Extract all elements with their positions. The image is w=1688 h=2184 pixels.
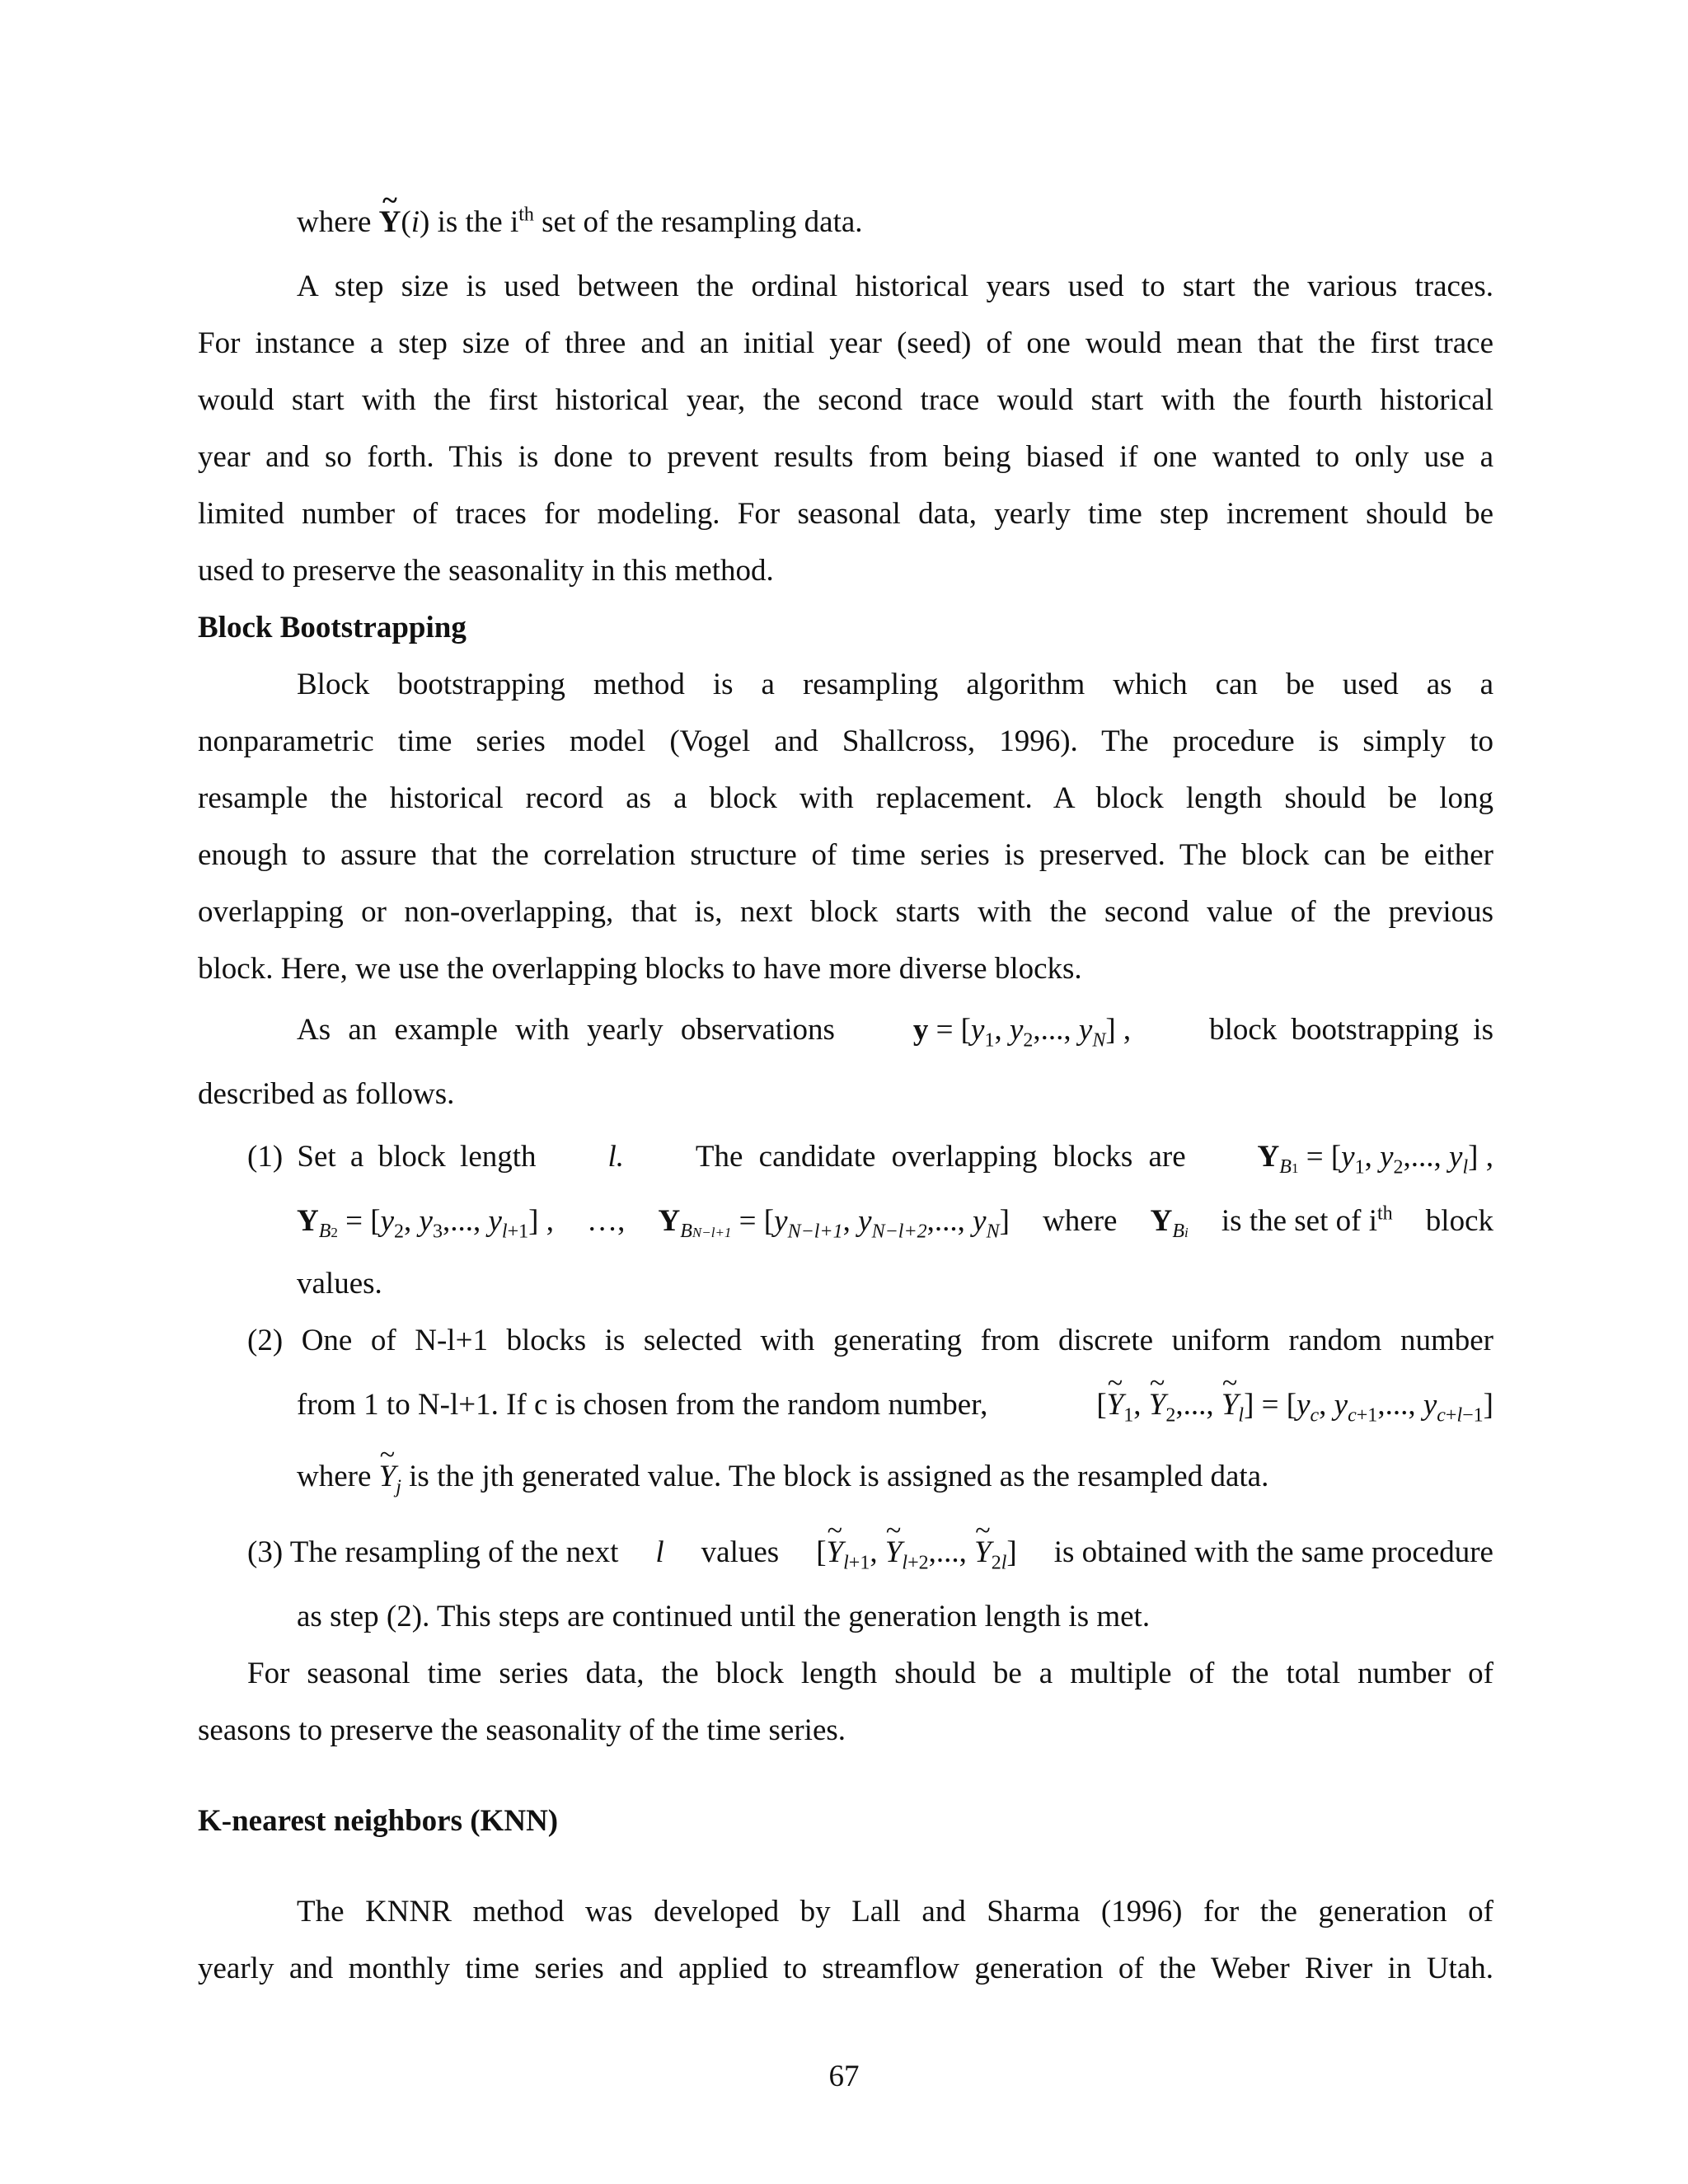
- math-resample-block: [~ $Y_1$, ~ $Y_2$,..., ~ $Y_l] = [y_c$, $y_{c+1}$,..., $y_{c+l-1}$]: [1096, 1387, 1493, 1423]
- math-yj-tilde: ~ Y: [379, 1459, 396, 1495]
- text-span: set of the resampling data.: [533, 205, 863, 239]
- heading-block-bootstrapping: Block Bootstrapping: [198, 611, 467, 644]
- math-yb1: $Y_{B1} = [y_1$, $y_2$,..., $y_l$] ,: [1257, 1140, 1493, 1179]
- step1-line-1: [247, 1139, 1493, 1179]
- para-block-line-3: resample the historical record as a block with replacement. A block length should be long: [198, 781, 1493, 815]
- text-span: block bootstrapping is: [1209, 1013, 1493, 1047]
- para-block-line-1: Block bootstrapping method is a resampling algorithm which can be used as a: [297, 668, 1493, 701]
- para-knn-line-2: yearly and monthly time series and applied to streamflow generation of the Weber River in Utah.: [198, 1952, 1493, 1985]
- text-span: from 1 to N-l+1. If c is chosen from the random number,: [297, 1388, 988, 1422]
- para-knn-line-1: The KNNR method was developed by Lall and Sharma (1996) for the generation of: [297, 1895, 1493, 1929]
- step2-line-1: (2) One of N-l+1 blocks is selected with generating from discrete uniform random number: [247, 1324, 1493, 1357]
- superscript: th: [518, 204, 534, 226]
- heading-knn: K-nearest neighbors (KNN): [198, 1804, 559, 1838]
- para-block-line-5: overlapping or non-overlapping, that is, next block starts with the second value of the previous: [198, 895, 1493, 929]
- para-block-line-4: enough to assure that the correlation structure of time series is preserved. The block can be either: [198, 838, 1493, 872]
- para-step-line-1: A step size is used between the ordinal historical years used to start the various traces.: [297, 269, 1493, 303]
- text-span: is the set of $i^{th}$: [1221, 1202, 1393, 1238]
- text-span: where: [297, 205, 379, 239]
- text-span: (1) Set a block length: [247, 1140, 537, 1174]
- text-span: (3) The resampling of the next: [247, 1535, 619, 1569]
- where-line: where ~ Y(i) is the $i^{th}$ set of the resampling data.: [297, 204, 1592, 241]
- para-step-line-3: would start with the first historical year, the second trace would start with the fourth historical: [198, 383, 1493, 417]
- text-span: where: [1043, 1204, 1118, 1238]
- text-span: The candidate overlapping blocks are: [695, 1140, 1186, 1174]
- math-l: l.: [607, 1140, 624, 1174]
- page-number: 67: [828, 2060, 860, 2093]
- math-l: l: [655, 1535, 664, 1569]
- math-next-block: [~ $Y_{l+1}$, ~ $Y_{l+2}$,..., ~ $Y_{2l}$]: [816, 1535, 1017, 1571]
- step2-line-2: [297, 1387, 1493, 1427]
- text-span: is the i: [429, 205, 519, 239]
- step3-line-1: [247, 1535, 1493, 1574]
- para-block-line-6: block. Here, we use the overlapping blocks to have more diverse blocks.: [198, 952, 1082, 986]
- example-line: [297, 1012, 1493, 1052]
- math-y-vector: $y = [y_1$, $y_2$,..., $y_N$] ,: [912, 1013, 1132, 1052]
- step1-line-2: [297, 1202, 1493, 1243]
- math-y-tilde: ~ Y: [379, 204, 401, 241]
- para-step-line-6: used to preserve the seasonality in this method.: [198, 554, 774, 588]
- para-step-line-4: year and so forth. This is done to prevent results from being biased if one wanted to only use a: [198, 440, 1493, 474]
- math-ellipsis: …,: [587, 1204, 626, 1238]
- step1-line-3: values.: [297, 1267, 382, 1301]
- text-span: As an example with yearly observations: [297, 1013, 835, 1047]
- step2-line-3: where ~ $Y_j$ is the jth generated value. The block is assigned as the resampled data.: [297, 1459, 1493, 1495]
- math-ybn: $Y_{BN-l+1} = [y_{N-l+1}$, $y_{N-l+2}$,..., $y_N$]: [658, 1204, 1010, 1243]
- text-span: is obtained with the same procedure: [1053, 1535, 1493, 1569]
- described-line: described as follows.: [198, 1077, 455, 1111]
- math-ybi: $Y_{Bi}$: [1150, 1204, 1189, 1243]
- para-block-line-2: nonparametric time series model (Vogel and Shallcross, 1996). The procedure is simply to: [198, 724, 1493, 758]
- text-span: is the jth generated value. The block is assigned as the resampled data.: [409, 1460, 1269, 1493]
- text-span: values: [701, 1535, 780, 1569]
- text-span: block: [1425, 1204, 1493, 1238]
- text-span: where: [297, 1460, 372, 1493]
- step3-line-2: as step (2). This steps are continued until the generation length is met.: [297, 1600, 1151, 1633]
- math-yb2: $Y_{B2} = [y_2$, $y_3$,..., $y_{l+1}$] ,: [297, 1204, 554, 1243]
- para-seasonal-line-2: seasons to preserve the seasonality of the time series.: [198, 1713, 846, 1747]
- para-step-line-5: limited number of traces for modeling. For seasonal data, yearly time step increment should be: [198, 497, 1493, 531]
- para-step-line-2: For instance a step size of three and an initial year (seed) of one would mean that the first trace: [198, 326, 1493, 360]
- para-seasonal-line-1: For seasonal time series data, the block length should be a multiple of the total number of: [247, 1657, 1493, 1690]
